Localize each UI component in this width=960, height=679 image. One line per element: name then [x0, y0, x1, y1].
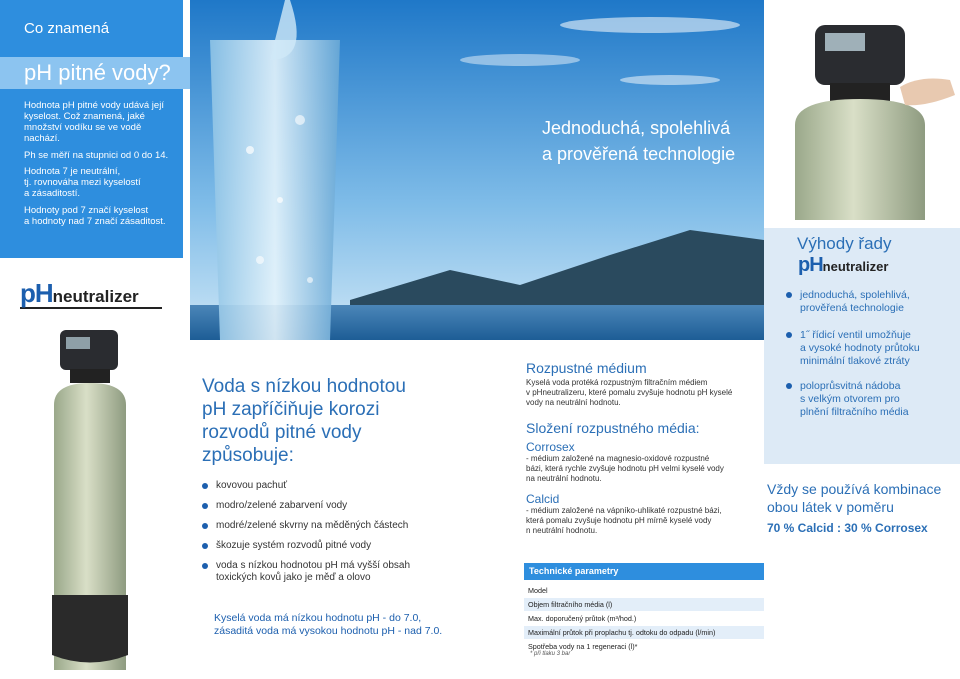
corrosex-heading: Corrosex: [526, 440, 575, 454]
corrosion-heading: Voda s nízkou hodnotou pH zapříčiňuje korozi rozvodů pitné vody způsobuje:: [202, 376, 406, 466]
list-item: poloprůsvitná nádoba s velkým otvorem pro plnění filtračního média: [786, 380, 956, 419]
panel-text-1: Hodnota pH pitné vody udává její kyselost. Což znamená, jaké množství vodíku se ve vodě nachází.: [24, 100, 164, 144]
benefits-list: [786, 289, 956, 419]
medium-heading: Rozpustné médium: [526, 360, 647, 376]
table-row: Spotřeba vody na 1 regeneraci (l)*: [524, 640, 932, 654]
filter-tank-top-image: [790, 15, 960, 220]
panel-text-3c: a zásaditostí.: [24, 188, 80, 199]
water-glass-photo: [190, 0, 764, 340]
list-item: modro/zelené zabarvení vody: [202, 500, 410, 512]
panel-text-2: Ph se měří na stupnici od 0 do 14.: [24, 150, 169, 161]
list-item: voda s nízkou hodnotou pH má vyšší obsah toxických kovů jako je měď a olovo: [202, 560, 410, 584]
list-item: škozuje systém rozvodů pitné vody: [202, 540, 410, 552]
brand-logo-small: pHneutralizer: [798, 254, 889, 276]
left-info-panel: [0, 0, 183, 258]
medium-section: [526, 360, 756, 536]
calcid-text: - médium založené na vápníko-uhlikaté rozpustné bázi, která pomalu zvyšuje hodnotu pH mírně kyselé vody n neutrální hodnotu.: [526, 506, 722, 535]
panel-text-4a: Hodnoty pod 7 značí kyselost: [24, 205, 149, 216]
panel-text-4b: a hodnoty nad 7 značí zásaditost.: [24, 216, 166, 227]
table-row: Maximální průtok při proplachu tj. odtoku do odpadu (l/min): [524, 626, 932, 640]
panel-text-3a: Hodnota 7 je neutrální,: [24, 166, 121, 177]
corrosion-list: [202, 480, 410, 584]
list-item: 1˝ řídicí ventil umožňuje a vysoké hodnoty průtoku minimální tlakové ztráty: [786, 329, 956, 368]
combination-box: Vždy se používá kombinace obou látek v poměru 70 % Calcid : 30 % Corrosex: [764, 464, 960, 679]
table-footnote: * při tlaku 3 bar: [530, 651, 571, 657]
table-title-bar: Technické parametry: [524, 563, 932, 580]
list-item: jednoduchá, spolehlivá, prověřená technologie: [786, 289, 956, 315]
brand-logo: pHneutralizer: [20, 278, 162, 309]
filter-tank-image: [48, 325, 133, 670]
calcid-heading: Calcid: [526, 492, 560, 506]
medium-text: Kyselá voda protéká rozpustným filtračním médiem v pHneutralizeru, které pomalu zvyšuje hodnotu pH kyselé vody na neutrální hodnotu.: [526, 378, 733, 407]
table-row: Objem filtračního média (l): [524, 598, 932, 612]
composition-heading: Složení rozpustného média:: [526, 420, 700, 436]
corrosex-text: - médium založené na magnesio-oxidové rozpustné bázi, která rychle zvyšuje hodnotu pH velmi kyselé vody na neutrální hodnotu.: [526, 454, 724, 483]
page-title: pH pitné vody?: [24, 60, 171, 85]
list-item: kovovou pachuť: [202, 480, 410, 492]
list-item: modré/zelené skvrny na měděných částech: [202, 520, 410, 532]
photo-tagline: Jednoduchá, spolehlivá a prověřená technologie: [542, 118, 736, 164]
benefits-title: Výhody řady: [797, 234, 892, 253]
table-row: Max. doporučený průtok (m³/hod.): [524, 612, 932, 626]
panel-text-3b: tj. rovnováha mezi kyselostí: [24, 177, 141, 188]
table-row: Model: [524, 584, 932, 598]
ph-note: Kyselá voda má nízkou hodnotu pH - do 7.0, zásaditá voda má vysokou hodnotu pH - nad 7.0.: [214, 612, 443, 637]
panel-heading: Co znamená: [24, 20, 110, 37]
ratio-text: 70 % Calcid : 30 % Corrosex: [767, 521, 928, 535]
